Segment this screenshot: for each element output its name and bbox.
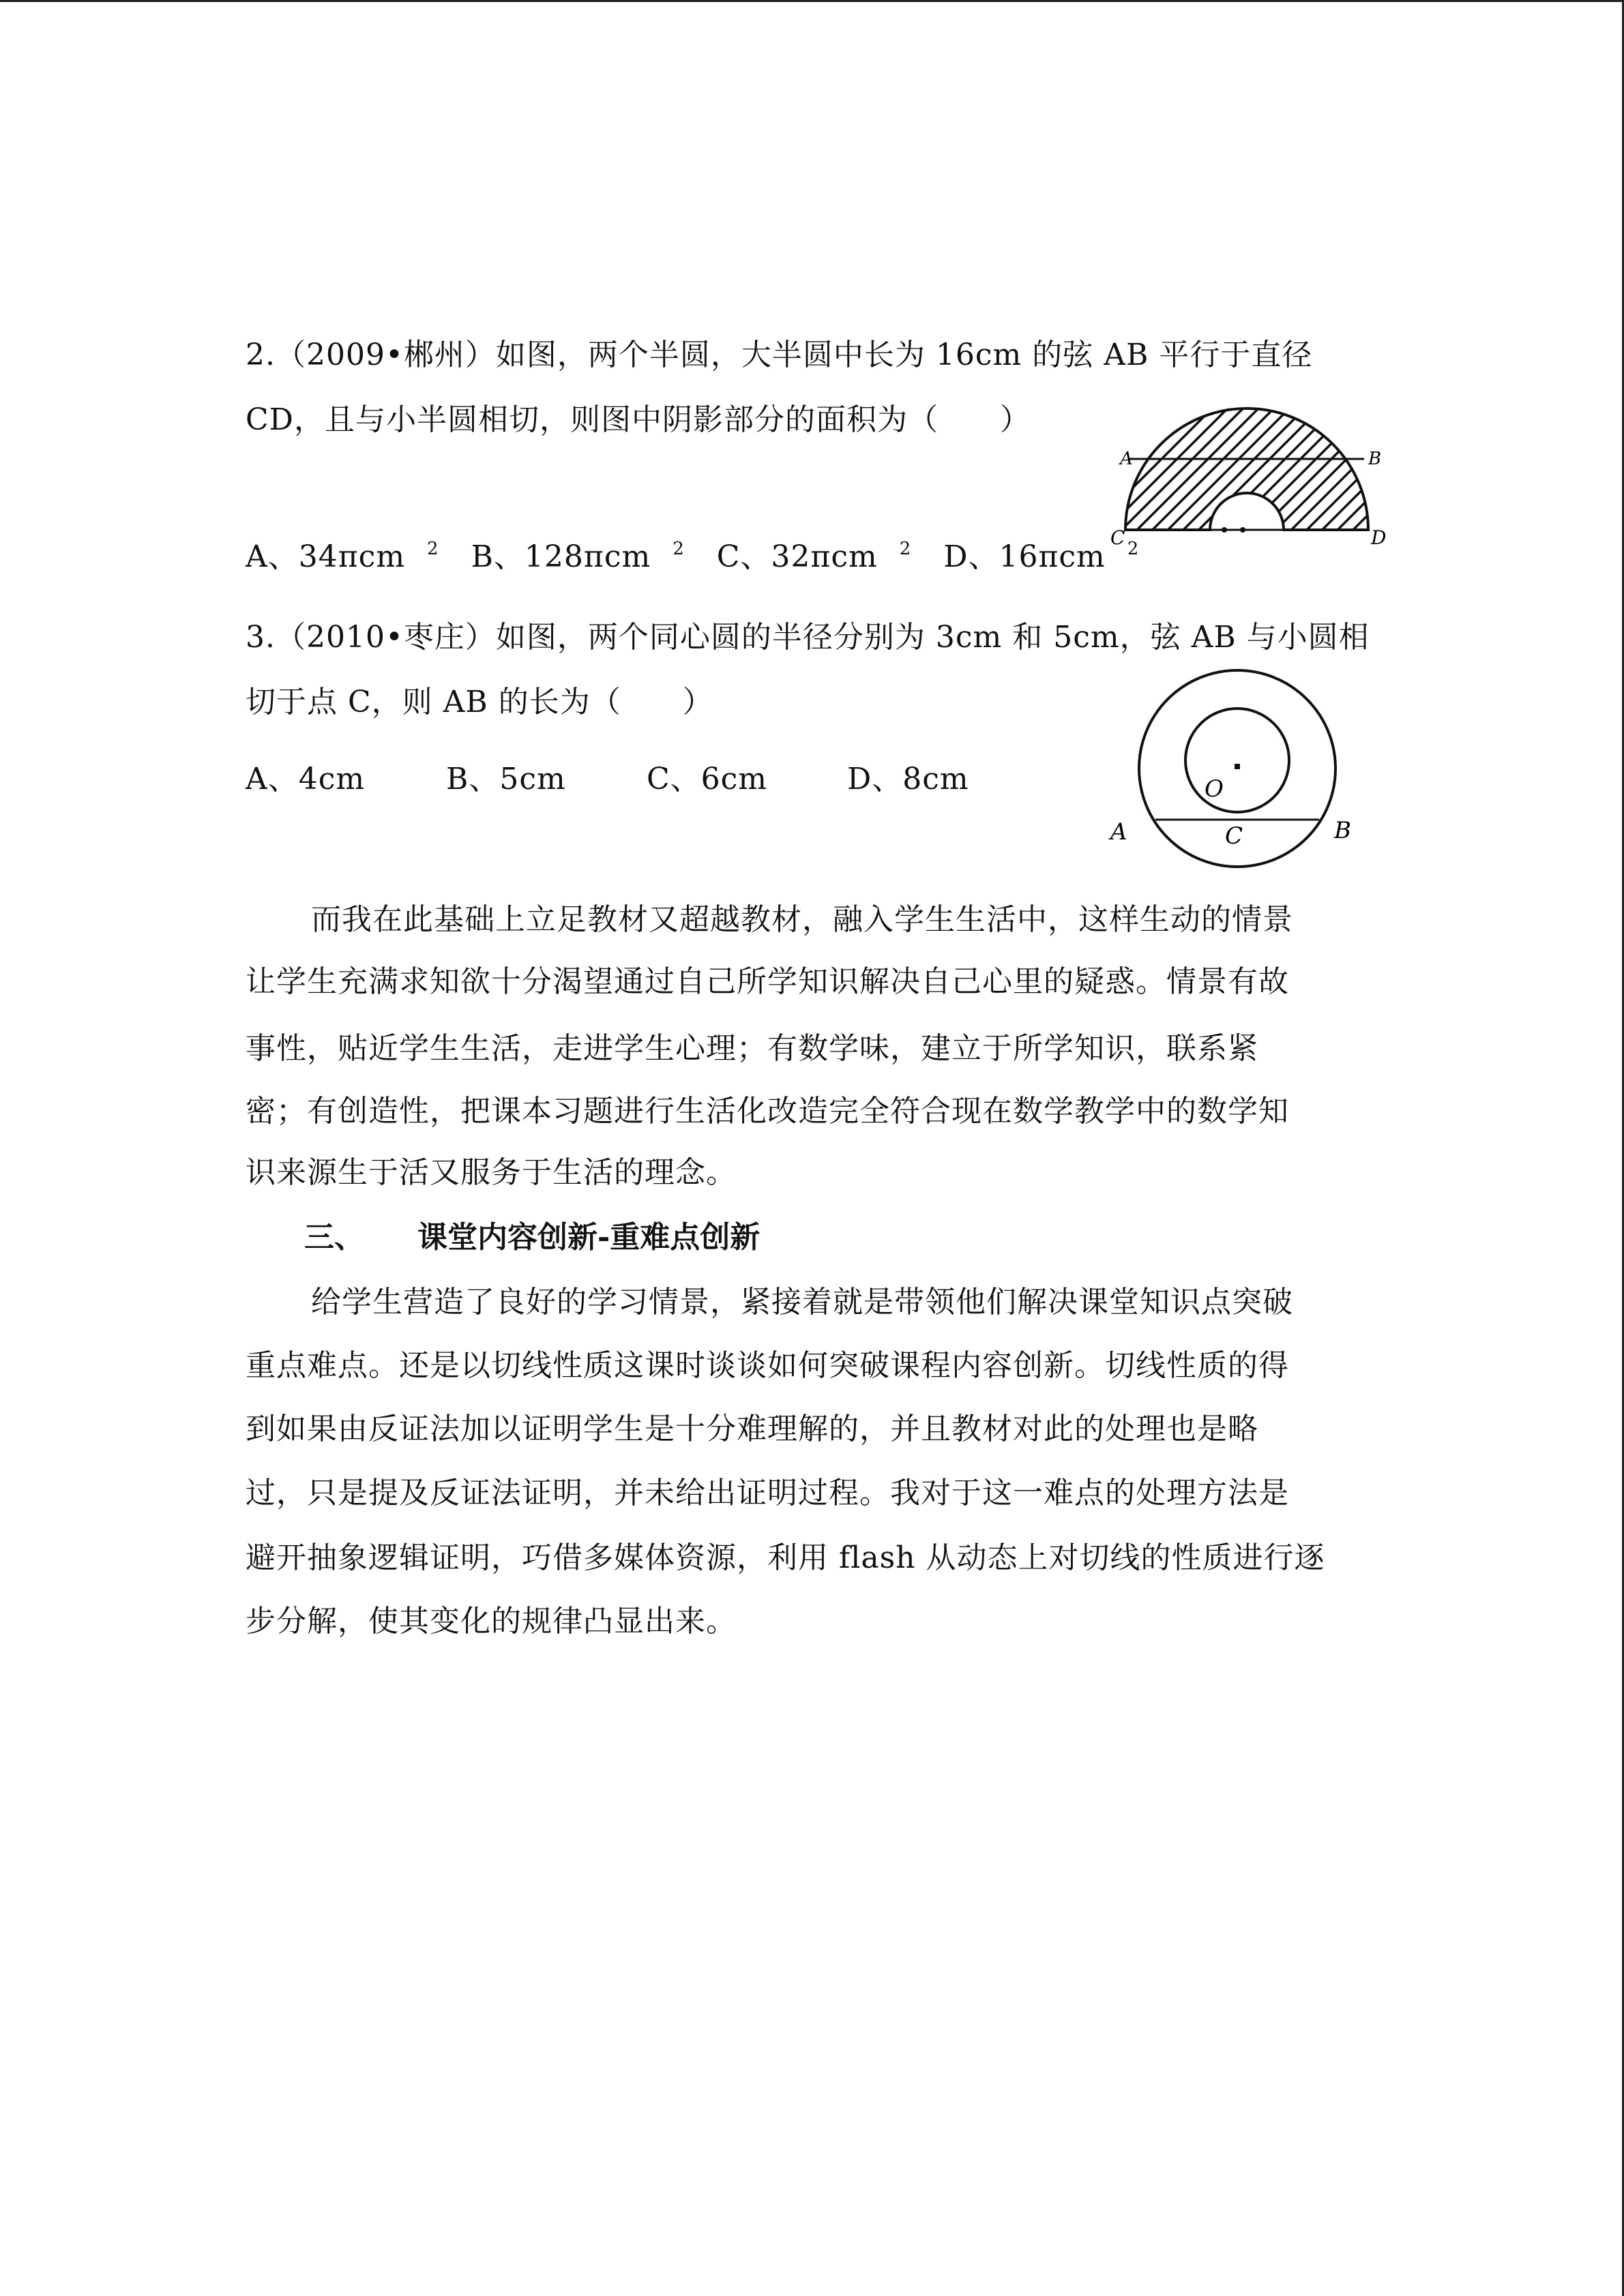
q2-label-d: D [1371, 526, 1387, 549]
q2-option-a: A、34πcm $^2$ [246, 539, 439, 574]
q2-semicircle-figure [1098, 382, 1391, 552]
q3-label-c: C [1225, 822, 1243, 850]
q2-option-c: C、32πcm $^2$ [716, 539, 912, 574]
q2-options [246, 528, 1161, 578]
para2-line3: 到如果由反证法加以证明学生是十分难理解的，并且教材对此的处理也是略 [246, 1412, 1258, 1446]
para2-line6: 步分解，使其变化的规律凸显出来。 [246, 1604, 737, 1639]
para1-line3: 事性，贴近学生生活，走进学生心理；有数学味，建立于所学知识，联系紧 [246, 1031, 1258, 1066]
q2-label-b: B [1368, 449, 1382, 469]
q3-options [246, 759, 969, 800]
q3-concentric-circles-figure [1098, 665, 1371, 869]
para1-line1: 而我在此基础上立足教材又超越教材，融入学生生活中，这样生动的情景 [311, 902, 1293, 937]
para1-line4: 密；有创造性，把课本习题进行生活化改造完全符合现在数学教学中的数学知 [246, 1094, 1289, 1129]
q3-option-c: C、6cm [647, 762, 768, 796]
q2-option-b: B、128πcm $^2$ [471, 539, 685, 574]
q2-line1: 2.（2009•郴州）如图，两个半圆，大半圆中长为 16cm 的弦 AB 平行于直径 [246, 338, 1313, 372]
page-border-top [0, 0, 1624, 2]
para1-line2: 让学生充满求知欲十分渴望通过自己所学知识解决自己心里的疑惑。情景有故 [246, 964, 1289, 999]
q3-label-b: B [1334, 817, 1351, 844]
q3-label-o: O [1205, 775, 1224, 803]
q2-option-d: D、16πcm $^2$ [943, 539, 1140, 574]
q3-label-a: A [1110, 818, 1127, 846]
section-heading: 课堂内容创新-重难点创新 [417, 1220, 761, 1255]
q3-line1: 3.（2010•枣庄）如图，两个同心圆的半径分别为 3cm 和 5cm，弦 AB 与小圆相 [246, 620, 1370, 655]
para2-line1: 给学生营造了良好的学习情景，紧接着就是带领他们解决课堂知识点突破 [311, 1285, 1293, 1320]
q2-label-c: C [1110, 526, 1125, 549]
section-heading-number: 三、 [304, 1220, 364, 1255]
para2-line2: 重点难点。还是以切线性质这课时谈谈如何突破课程内容创新。切线性质的得 [246, 1348, 1289, 1383]
q2-label-a: A [1120, 449, 1133, 469]
para2-line4: 过，只是提及反证法证明，并未给出证明过程。我对于这一难点的处理方法是 [246, 1476, 1289, 1510]
q3-option-b: B、5cm [446, 762, 566, 796]
q2-line2: CD，且与小半圆相切，则图中阴影部分的面积为（ ） [246, 402, 1031, 437]
para1-line5: 识来源生于活又服务于生活的理念。 [246, 1155, 737, 1190]
q3-line2: 切于点 C，则 AB 的长为（ ） [246, 685, 713, 719]
q3-option-a: A、4cm [246, 762, 366, 796]
q3-option-d: D、8cm [847, 762, 969, 796]
para2-line5: 避开抽象逻辑证明，巧借多媒体资源，利用 flash 从动态上对切线的性质进行逐 [246, 1540, 1325, 1575]
